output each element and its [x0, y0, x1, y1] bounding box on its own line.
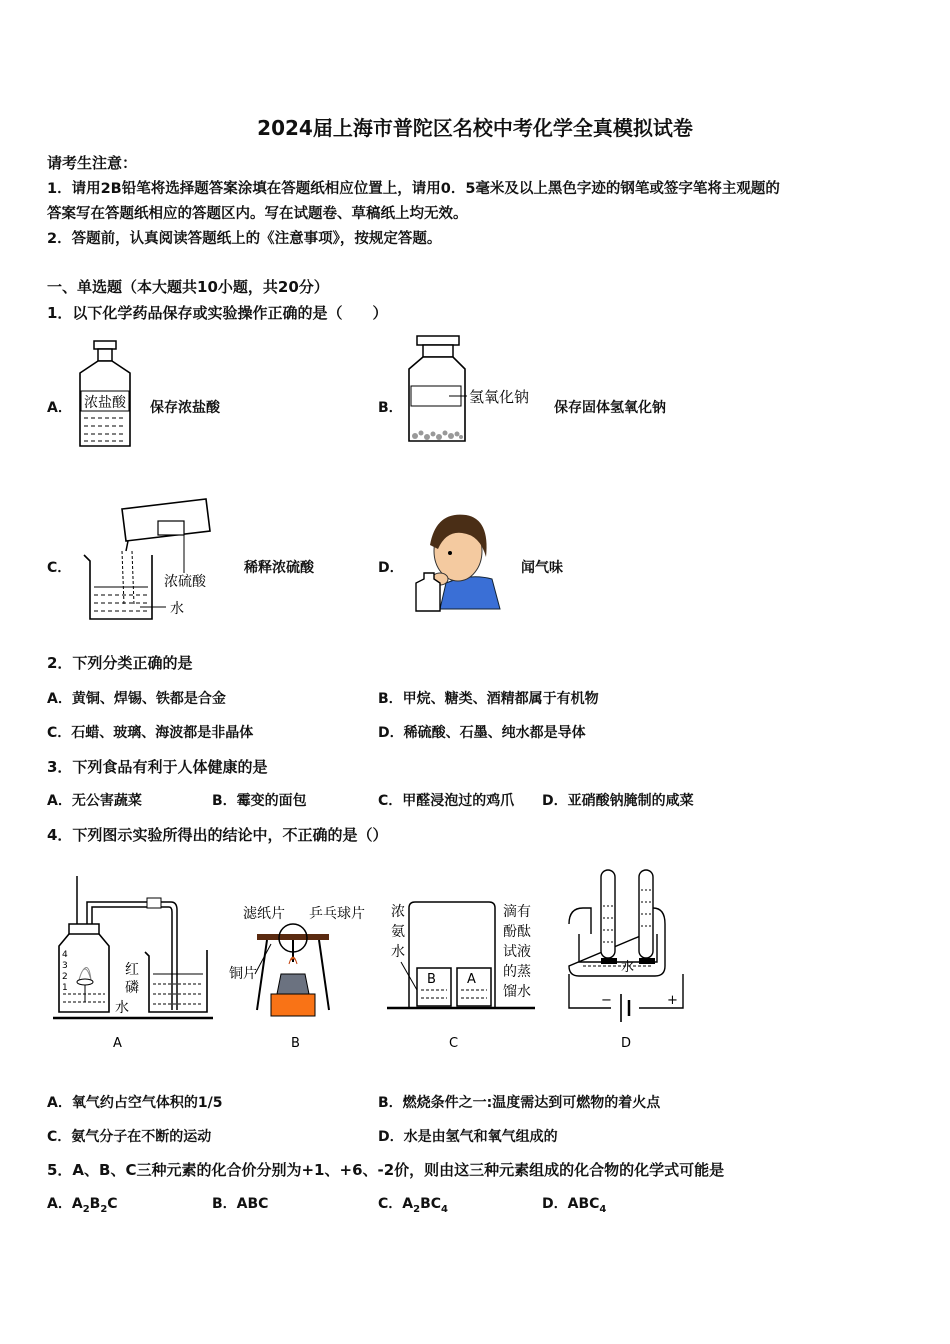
q1-b-bottle-figure	[403, 333, 548, 445]
q4-d-plus: +	[667, 993, 678, 1008]
q4-option-a: A．氧气约占空气体积的1/5	[47, 1095, 223, 1111]
q3-option-b: B．霉变的面包	[212, 793, 307, 809]
q4-fig-a	[53, 876, 213, 1051]
q3-option-c: C．甲醛浸泡过的鸡爪	[378, 793, 515, 809]
q4-a-caption: A	[113, 1036, 122, 1051]
page-title: 2024届上海市普陀区名校中考化学全真模拟试卷	[257, 116, 693, 140]
q3-stem: 3．下列食品有利于人体健康的是	[47, 758, 268, 776]
q5-c-label: C．	[378, 1196, 403, 1212]
q1-c-dilution-figure	[80, 495, 220, 625]
notice-line-1a: 1．请用2B铅笔将选择题答案涂填在答题纸相应位置上，请用0．5毫米及以上黑色字迹的钢笔或签字笔将主观题的	[47, 181, 780, 197]
section-heading: 一、单选题（本大题共10小题，共20分）	[47, 278, 329, 296]
q5-c-f1: A	[402, 1196, 414, 1212]
q4-fig-b	[229, 905, 365, 1051]
q2-stem: 2．下列分类正确的是	[47, 654, 193, 672]
q4-c-caption: C	[449, 1036, 459, 1051]
q4-c-phenol-2: 酚酞	[503, 924, 531, 940]
q4-stem: 4．下列图示实验所得出的结论中，不正确的是（）	[47, 826, 388, 844]
q1-option-a-text: 保存浓盐酸	[150, 400, 220, 416]
q2-option-a: A．黄铜、焊锡、铁都是合金	[47, 691, 226, 707]
q5-a-s2: 2	[100, 1203, 108, 1215]
q5-d-s1: 4	[599, 1203, 607, 1215]
q1-b-bottle-label: 氢氧化钠	[469, 388, 530, 406]
q4-c-beaker-b: B	[427, 972, 436, 987]
q4-c-ammonia-3: 水	[391, 944, 405, 960]
q5-a-label: A．	[47, 1196, 72, 1212]
q1-stem: 1．以下化学药品保存或实验操作正确的是（ ）	[47, 304, 388, 322]
q4-d-caption: D	[621, 1036, 632, 1051]
q4-c-phenol-4: 的蒸	[503, 964, 531, 980]
q5-option-d	[542, 1193, 606, 1215]
q5-option-c	[378, 1193, 448, 1215]
q1-option-c-text: 稀释浓硫酸	[244, 560, 314, 576]
q1-a-bottle-label: 浓盐酸	[84, 395, 126, 411]
q4-option-b: B．燃烧条件之一:温度需达到可燃物的着火点	[378, 1095, 661, 1111]
q4-a-scale-1: 1	[62, 983, 68, 993]
q1-option-a-label: A．	[47, 400, 72, 416]
q4-experiment-figure	[45, 862, 705, 1057]
q1-a-bottle-figure	[72, 338, 138, 453]
q4-a-water: 水	[115, 1000, 129, 1016]
q5-c-s1: 2	[413, 1203, 421, 1215]
q1-d-smelling-figure	[410, 505, 505, 617]
q1-option-c-label: C．	[47, 560, 72, 576]
q4-a-scale-3: 3	[62, 961, 68, 971]
q1-c-water-label: 水	[170, 601, 184, 617]
q5-option-a	[47, 1193, 118, 1215]
q2-option-d: D．稀硫酸、石墨、纯水都是导体	[378, 725, 586, 741]
q3-option-a: A．无公害蔬菜	[47, 793, 142, 809]
q4-c-ammonia-2: 氨	[391, 924, 405, 940]
q2-option-c: C．石蜡、玻璃、海波都是非晶体	[47, 725, 254, 741]
q4-c-phenol-5: 馏水	[503, 984, 531, 1000]
q4-a-phos: 磷	[125, 980, 139, 996]
q4-a-red: 红	[125, 962, 139, 978]
q4-c-phenol-1: 滴有	[503, 904, 531, 920]
q5-c-s2: 4	[441, 1203, 449, 1215]
q4-b-copper: 铜片	[229, 966, 257, 982]
q4-option-d: D．水是由氢气和氧气组成的	[378, 1129, 558, 1145]
q4-fig-c	[387, 902, 535, 1051]
q1-option-d-text: 闻气味	[521, 560, 563, 576]
notice-line-2: 2．答题前，认真阅读答题纸上的《注意事项》，按规定答题。	[47, 231, 442, 247]
q3-option-d: D．亚硝酸钠腌制的咸菜	[542, 793, 694, 809]
q5-d-label: D．	[542, 1196, 568, 1212]
q1-option-b-text: 保存固体氢氧化钠	[554, 400, 666, 416]
q5-a-f1: A	[71, 1196, 83, 1212]
q4-b-caption: B	[291, 1036, 300, 1051]
q5-a-s1: 2	[82, 1203, 90, 1215]
q4-b-pingpong: 乒乓球片	[309, 906, 365, 922]
q4-c-ammonia-1: 浓	[391, 904, 405, 920]
q4-b-filter: 滤纸片	[243, 906, 285, 922]
q5-option-b: B．ABC	[212, 1196, 269, 1212]
notice-heading: 请考生注意：	[47, 154, 138, 172]
q5-a-f3: C	[107, 1196, 118, 1212]
q4-fig-d	[569, 870, 683, 1051]
q5-c-f2: BC	[420, 1196, 442, 1212]
q4-c-phenol-3: 试液	[503, 944, 531, 960]
q4-a-scale-4: 4	[62, 950, 68, 960]
q4-c-beaker-a: A	[467, 972, 476, 987]
q2-option-b: B．甲烷、糖类、酒精都属于有机物	[378, 691, 599, 707]
q4-option-c: C．氨气分子在不断的运动	[47, 1129, 212, 1145]
q1-c-acid-label: 浓硫酸	[164, 574, 206, 590]
q1-option-d-label: D．	[378, 560, 404, 576]
notice-line-1b: 答案写在答题纸相应的答题区内。写在试题卷、草稿纸上均无效。	[47, 206, 468, 222]
q4-d-minus: −	[601, 993, 612, 1008]
q5-a-f2: B	[89, 1196, 101, 1212]
q4-d-water: 水	[621, 960, 635, 975]
q5-d-f1: ABC	[567, 1196, 600, 1212]
q4-a-scale-2: 2	[62, 972, 68, 982]
q5-stem: 5．A、B、C三种元素的化合价分别为+1、+6、-2价，则由这三种元素组成的化合物的化学式可能是	[47, 1161, 725, 1179]
q1-option-b-label: B．	[378, 400, 403, 416]
